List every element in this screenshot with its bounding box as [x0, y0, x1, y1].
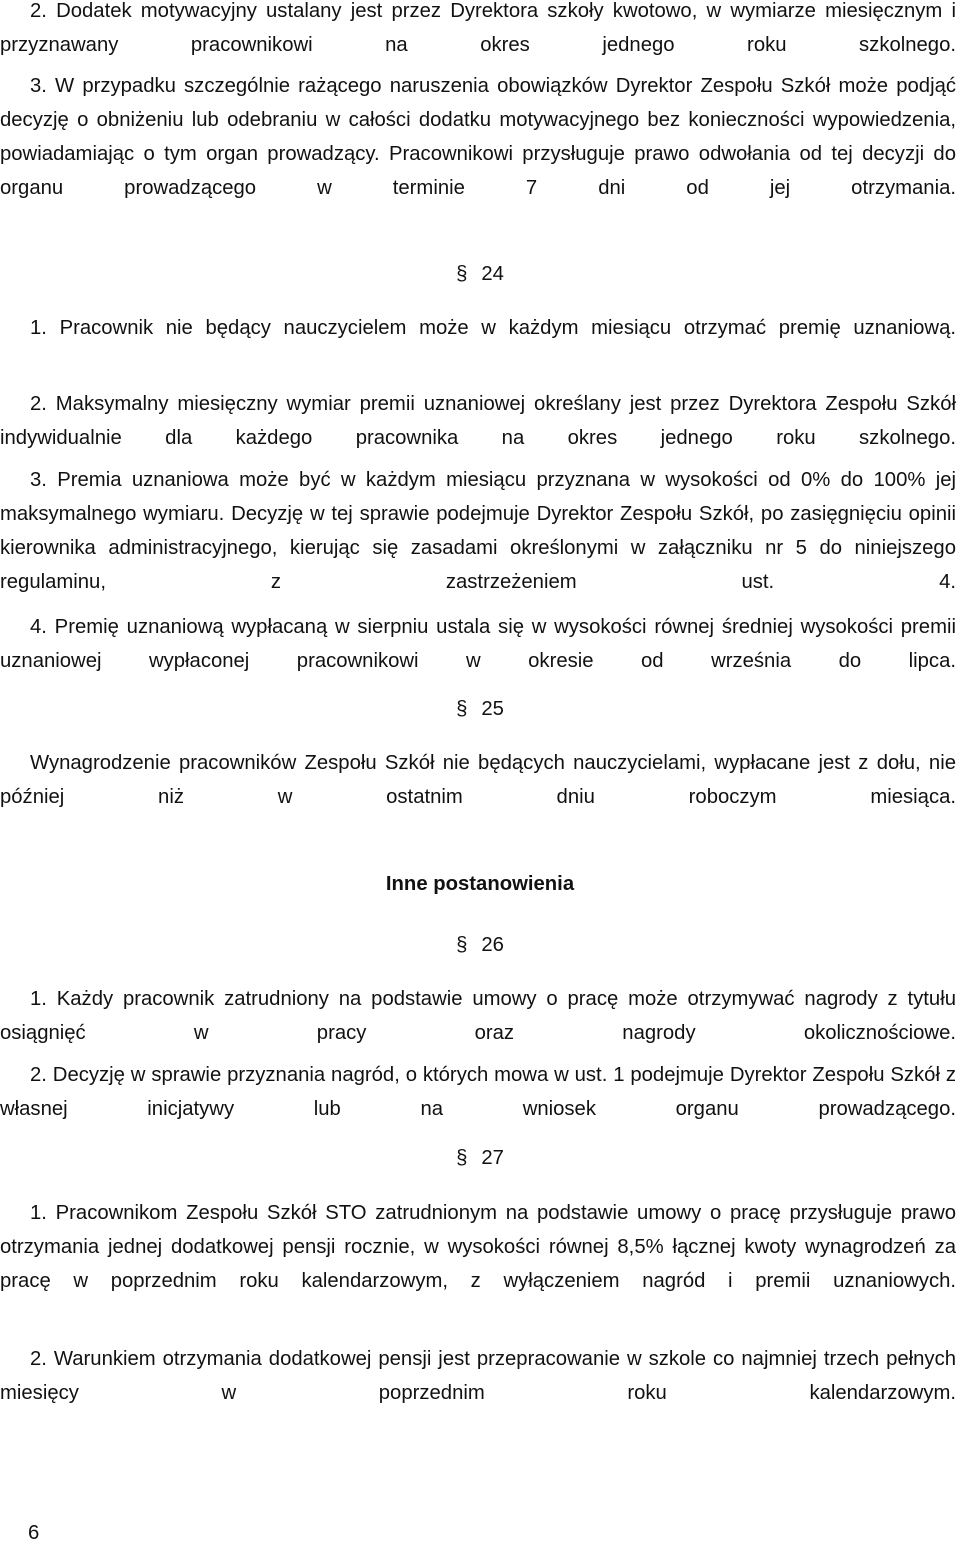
section-25-number: 25 — [481, 698, 504, 720]
section-24-number: 24 — [481, 263, 504, 285]
paragraph-26-2: 2. Decyzję w sprawie przyznania nagród, o których mowa w ust. 1 podejmuje Dyrektor Zespołu Szkół z własnej inicjatywy lub na wniosek organu prowadzącego. — [0, 1064, 956, 1120]
section-26-heading: § 26 — [456, 934, 504, 956]
paragraph-26-1: 1. Każdy pracownik zatrudniony na podstawie umowy o pracę może otrzymywać nagrody z tytułu osiągnięć w pracy oraz nagrody okolicznościowe. — [0, 988, 956, 1044]
section-24-heading: § 24 — [456, 263, 504, 285]
paragraph-24-3: 3. Premia uznaniowa może być w każdym miesiącu przyznana w wysokości od 0% do 100% jej maksymalnego wymiaru. Decyzję w tej sprawie podejmuje Dyrektor Zespołu Szkół, po zasięgnięciu opinii kierownika administracyjnego, kierując się zasadami określonymi w załączniku nr 5 do niniejszego regulaminu, z zastrzeżeniem ust. 4. — [0, 469, 956, 593]
paragraph-24-2: 2. Maksymalny miesięczny wymiar premii uznaniowej określany jest przez Dyrektora Zespołu Szkół indywidualnie dla każdego pracownika na okres jednego roku szkolnego. — [0, 393, 956, 449]
paragraph-24-4: 4. Premię uznaniową wypłacaną w sierpniu ustala się w wysokości równej średniej wysokości premii uznaniowej wypłaconej pracownikowi w okresie od września do lipca. — [0, 616, 956, 672]
section-27-heading: § 27 — [456, 1147, 504, 1169]
paragraph-top-3: 3. W przypadku szczególnie rażącego naruszenia obowiązków Dyrektor Zespołu Szkół może podjąć decyzję o obniżeniu lub odebraniu w całości dodatku motywacyjnego bez konieczności wypowiedzenia, powiadamiając o tym organ prowadzący. Pracownikowi przysługuje prawo odwołania od tej decyzji do organu prowadzącego w terminie 7 dni od jej otrzymania. — [0, 75, 956, 199]
paragraph-25: Wynagrodzenie pracowników Zespołu Szkół nie będących nauczycielami, wypłacane jest z dołu, nie później niż w ostatnim dniu roboczym miesiąca. — [0, 752, 956, 808]
paragraph-24-1: 1. Pracownik nie będący nauczycielem może w każdym miesiącu otrzymać premię uznaniową. — [30, 317, 956, 339]
heading-inne-postanowienia: Inne postanowienia — [385, 873, 575, 895]
section-25-heading: § 25 — [456, 698, 504, 720]
section-27-number: 27 — [481, 1147, 504, 1169]
paragraph-top-2: 2. Dodatek motywacyjny ustalany jest przez Dyrektora szkoły kwotowo, w wymiarze miesięcznym i przyznawany pracownikowi na okres jednego roku szkolnego. — [0, 0, 956, 56]
paragraph-27-2: 2. Warunkiem otrzymania dodatkowej pensji jest przepracowanie w szkole co najmniej trzech pełnych miesięcy w poprzednim roku kalendarzowym. — [0, 1348, 956, 1404]
paragraph-27-1: 1. Pracownikom Zespołu Szkół STO zatrudnionym na podstawie umowy o pracę przysługuje prawo otrzymania jednej dodatkowej pensji rocznie, w wysokości równej 8,5% łącznej kwoty wynagrodzeń za pracę w poprzednim roku kalendarzowym, z wyłączeniem nagród i premii uznaniowych. — [0, 1202, 956, 1292]
section-26-number: 26 — [481, 934, 504, 956]
page-number: 6 — [28, 1522, 40, 1544]
